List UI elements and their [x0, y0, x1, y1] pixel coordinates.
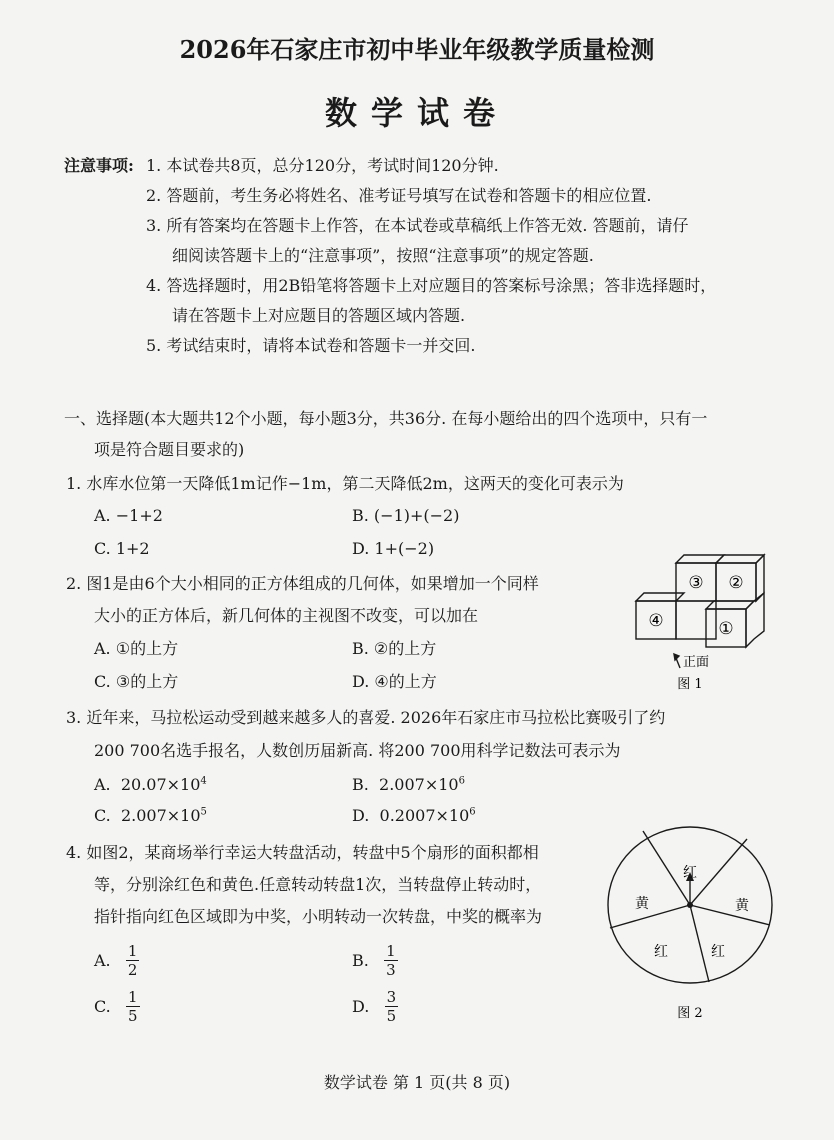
figure-2-caption: 图 2 — [677, 1006, 703, 1021]
section-heading-cont: 项是符合题目要求的) — [94, 440, 245, 459]
paper-title: 数学试卷 — [324, 94, 509, 132]
figure-2-spinner — [604, 820, 782, 1025]
q4-option-d: D. $\frac{3}{5}$ — [352, 988, 397, 1025]
q3-option-a: A. $20.07\times 10^4$ — [94, 775, 207, 794]
q4-stem-cont-1: 等，分别涂红色和黄色.任意转动转盘1次，当转盘停止转动时， — [94, 875, 542, 894]
exam-title: 2026年石家庄市初中毕业年级教学质量检测 — [179, 35, 655, 64]
q4-option-b: B. $\frac{1}{3}$ — [352, 942, 396, 979]
notice-item-5: 5. 考试结束时，请将本试卷和答题卡一并交回. — [146, 336, 476, 355]
notice-item-4-cont: 请在答题卡上对应题目的答题区域内答题. — [172, 306, 466, 325]
notice-item-3: 3. 所有答案均在答题卡上作答，在本试卷或草稿纸上作答无效. 答题前，请仔 — [146, 216, 689, 235]
section-heading: 一、选择题(本大题共12个小题，每小题3分，共36分. 在每小题给出的四个选项中，只有一 — [64, 409, 708, 428]
sector-left-label: 黄 — [635, 896, 649, 912]
q3-option-d: D. $0.2007\times 10^6$ — [352, 806, 476, 825]
q1-option-c: C. 1+2 — [94, 539, 150, 558]
cube-4-label: ④ — [648, 611, 664, 631]
notice-label: 注意事项: — [64, 156, 134, 175]
q4-stem-cont-2: 指针指向红色区域即为中奖，小明转动一次转盘，中奖的概率为 — [94, 907, 543, 926]
q3-option-b: B. $2.007\times 10^6$ — [352, 775, 465, 794]
sector-right-label: 黄 — [735, 898, 749, 914]
q1-option-d: D. 1+(−2) — [352, 539, 435, 558]
q2-stem-cont: 大小的正方体后，新几何体的主视图不改变，可以加在 — [94, 606, 479, 625]
cube-2-label: ② — [728, 573, 744, 593]
notice-item-2: 2. 答题前，考生务必将姓名、准考证号填写在试卷和答题卡的相应位置. — [146, 186, 652, 205]
q4-stem: 4. 如图2，某商场举行幸运大转盘活动，转盘中5个扇形的面积都相 — [66, 843, 539, 862]
cube-1-label: ① — [718, 619, 734, 639]
q4-option-a: A. $\frac{1}{2}$ — [94, 942, 138, 979]
page-footer: 数学试卷 第 1 页(共 8 页) — [323, 1073, 511, 1092]
sector-bottom-left-label: 红 — [654, 944, 668, 960]
notice-item-4: 4. 答选择题时，用2B铅笔将答题卡上对应题目的答案标号涂黑；答非选择题时， — [146, 276, 717, 295]
cube-3-label: ③ — [688, 573, 704, 593]
q1-option-b: B. (−1)+(−2) — [352, 506, 460, 525]
sector-top-label: 红 — [683, 865, 697, 881]
front-view-label: 正面 — [682, 655, 710, 670]
notice-item-3-cont: 细阅读答题卡上的“注意事项”，按照“注意事项”的规定答题. — [172, 246, 594, 265]
q2-option-b: B. ②的上方 — [352, 639, 437, 658]
q2-option-a: A. ①的上方 — [94, 639, 179, 658]
q2-option-d: D. ④的上方 — [352, 672, 437, 691]
q3-stem: 3. 近年来，马拉松运动受到越来越多人的喜爱. 2026年石家庄市马拉松比赛吸引了约 — [66, 708, 666, 727]
figure-1-cubes — [626, 548, 776, 698]
q3-stem-cont: 200 700名选手报名，人数创历届新高. 将200 700用科学记数法可表示为 — [94, 741, 621, 760]
q3-option-c: C. $2.007\times 10^5$ — [94, 806, 207, 825]
sector-bottom-right-label: 红 — [711, 944, 725, 960]
q1-stem: 1. 水库水位第一天降低1m记作−1m，第二天降低2m，这两天的变化可表示为 — [66, 474, 624, 493]
q2-stem: 2. 图1是由6个大小相同的正方体组成的几何体，如果增加一个同样 — [66, 574, 539, 593]
notice-item-1: 1. 本试卷共8页，总分120分，考试时间120分钟. — [146, 156, 499, 175]
figure-1-caption: 图 1 — [677, 677, 703, 692]
q4-option-c: C. $\frac{1}{5}$ — [94, 988, 138, 1025]
q2-option-c: C. ③的上方 — [94, 672, 179, 691]
q1-option-a: A. −1+2 — [94, 506, 163, 525]
